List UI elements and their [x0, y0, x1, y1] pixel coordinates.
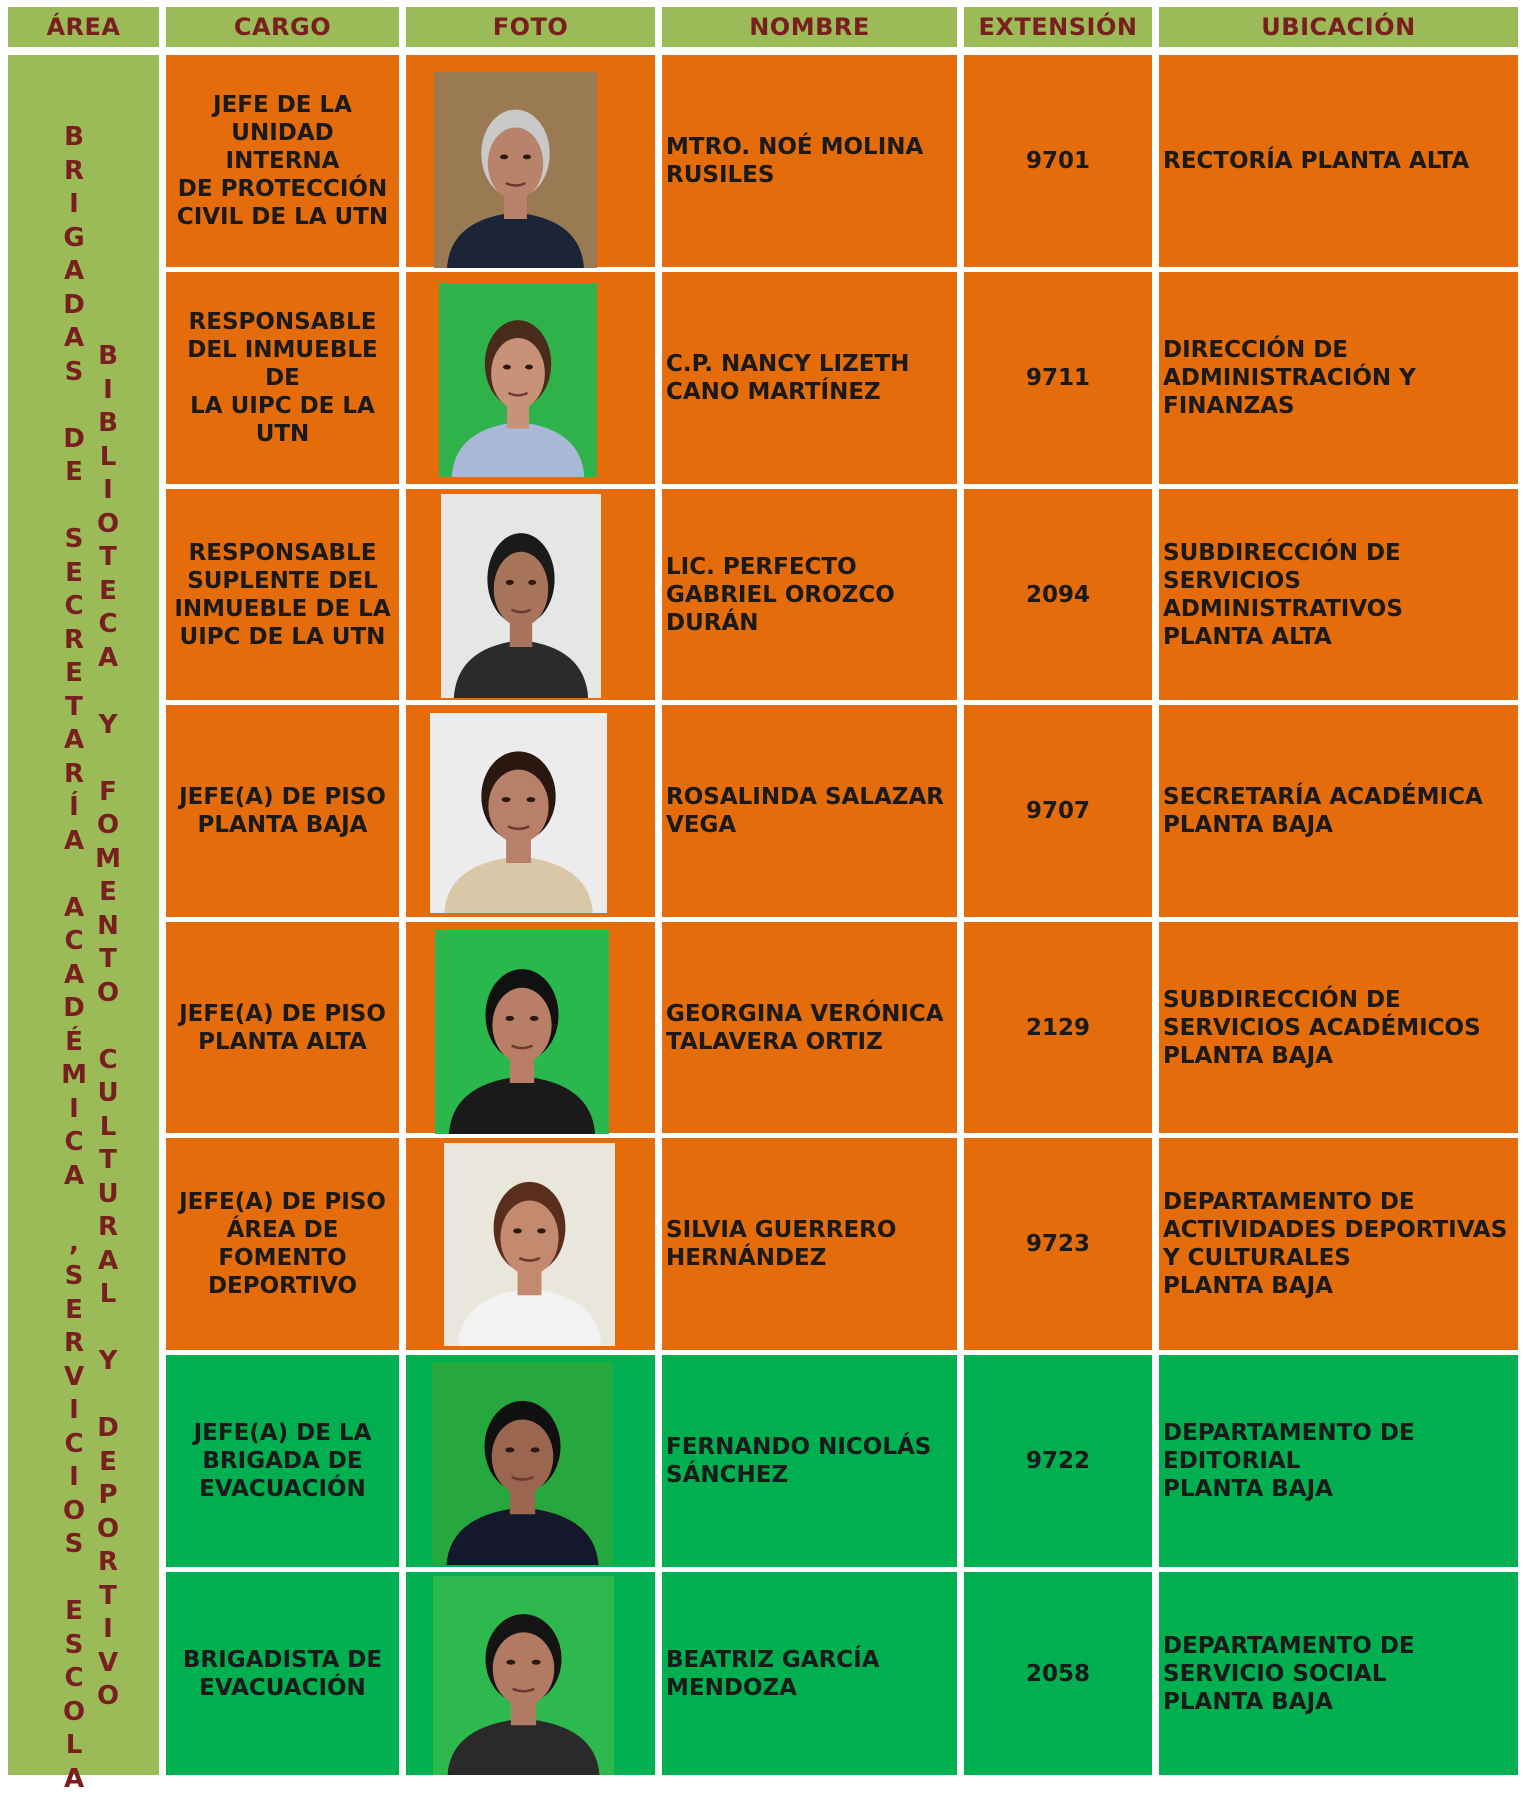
area-label-letter: P — [98, 1479, 117, 1513]
area-label-letter: U — [97, 1178, 118, 1212]
area-label-letter: A — [64, 825, 84, 859]
portrait-photo — [435, 930, 609, 1134]
area-label-letter: C — [98, 608, 117, 642]
area-label-letter: A — [64, 959, 84, 993]
portrait-image — [432, 1362, 613, 1565]
area-label-letter: V — [98, 1647, 118, 1681]
header-nombre: NOMBRE — [662, 7, 957, 47]
extension-cell: 9707 — [964, 705, 1152, 917]
area-label-letter: S — [65, 1260, 84, 1294]
area-label-letter: O — [97, 1513, 119, 1547]
area-label-letter: S — [65, 356, 84, 390]
area-label-letter: A — [64, 255, 84, 289]
area-label-letter: I — [69, 1461, 79, 1495]
area-label-letter: , — [69, 1227, 79, 1261]
nombre-cell: C.P. NANCY LIZETH CANO MARTÍNEZ — [662, 272, 957, 484]
area-label-letter — [103, 1010, 112, 1044]
portrait-image — [430, 713, 607, 913]
area-label-letter: O — [97, 809, 119, 843]
header-ubicacion: UBICACIÓN — [1159, 7, 1518, 47]
ubicacion-cell: DEPARTAMENTO DE EDITORIAL PLANTA BAJA — [1159, 1355, 1518, 1567]
area-label-letter: C — [64, 925, 83, 959]
cargo-cell: JEFE(A) DE PISO PLANTA ALTA — [166, 922, 399, 1133]
extension-cell: 9723 — [964, 1138, 1152, 1350]
area-label-letter: E — [65, 557, 83, 591]
area-label-letter: M — [61, 1059, 87, 1093]
area-label-letter: G — [63, 222, 84, 256]
area-label-letter: Í — [69, 791, 79, 825]
area-label-letter: A — [64, 892, 84, 926]
area-label-letter: O — [63, 1696, 85, 1730]
area-label-letter: Y — [99, 709, 118, 743]
area-label-letter: R — [64, 1327, 84, 1361]
nombre-cell: GEORGINA VERÓNICA TALAVERA ORTIZ — [662, 922, 957, 1133]
extension-cell: 2094 — [964, 489, 1152, 700]
nombre-cell: ROSALINDA SALAZAR VEGA — [662, 705, 957, 917]
area-label-letter: O — [97, 508, 119, 542]
area-label-letter: S — [65, 1629, 84, 1663]
portrait-photo — [430, 713, 607, 913]
ubicacion-cell: RECTORÍA PLANTA ALTA — [1159, 55, 1518, 267]
area-label-column-2 — [94, 340, 122, 1714]
extension-cell: 9711 — [964, 272, 1152, 484]
extension-cell: 9701 — [964, 55, 1152, 267]
ubicacion-cell: DEPARTAMENTO DE SERVICIO SOCIAL PLANTA BAJA — [1159, 1572, 1518, 1775]
area-label-letter: O — [97, 1680, 119, 1714]
area-label-letter: C — [98, 1044, 117, 1078]
area-label-letter: E — [65, 1595, 83, 1629]
portrait-photo — [439, 283, 597, 477]
area-label-letter: I — [103, 474, 113, 508]
area-label-letter: F — [99, 776, 117, 810]
header-cargo: CARGO — [166, 7, 399, 47]
area-label-letter: L — [100, 441, 117, 475]
area-label-letter: B — [64, 121, 84, 155]
ubicacion-cell: DIRECCIÓN DE ADMINISTRACIÓN Y FINANZAS — [1159, 272, 1518, 484]
area-label-letter: R — [64, 624, 84, 658]
area-label-letter — [103, 675, 112, 709]
area-label-letter: U — [97, 1077, 118, 1111]
portrait-photo — [441, 494, 601, 698]
area-label-letter: L — [100, 1278, 117, 1312]
area-label-letter: C — [64, 1428, 83, 1462]
area-label-letter: I — [69, 188, 79, 222]
extension-cell: 2058 — [964, 1572, 1152, 1775]
extension-cell: 2129 — [964, 922, 1152, 1133]
area-label-letter: E — [99, 1446, 117, 1480]
area-label-letter: A — [98, 642, 118, 676]
portrait-photo — [432, 1362, 613, 1565]
area-label-letter: S — [65, 1528, 84, 1562]
area-label-letter: O — [63, 1495, 85, 1529]
area-label-letter: T — [99, 541, 117, 575]
nombre-cell: MTRO. NOÉ MOLINA RUSILES — [662, 55, 957, 267]
area-label-letter — [103, 1312, 112, 1346]
area-label-letter: C — [64, 1662, 83, 1696]
area-label-letter — [69, 1193, 78, 1227]
area-cell — [8, 55, 159, 1775]
header-area: ÁREA — [8, 7, 159, 47]
area-label-letter: T — [99, 1580, 117, 1614]
portrait-image — [434, 72, 597, 268]
cargo-cell: RESPONSABLE DEL INMUEBLE DE LA UIPC DE LA UTN — [166, 272, 399, 484]
ubicacion-cell: DEPARTAMENTO DE ACTIVIDADES DEPORTIVAS Y CULTURALES PLANTA BAJA — [1159, 1138, 1518, 1350]
area-label-letter: S — [65, 523, 84, 557]
header-foto: FOTO — [406, 7, 655, 47]
area-label-letter: R — [98, 1546, 118, 1580]
portrait-photo — [444, 1143, 615, 1346]
area-label-letter: E — [99, 876, 117, 910]
header-extension: EXTENSIÓN — [964, 7, 1152, 47]
area-label-letter: A — [64, 322, 84, 356]
area-label-letter: I — [103, 1613, 113, 1647]
cargo-cell: RESPONSABLE SUPLENTE DEL INMUEBLE DE LA UIPC DE LA UTN — [166, 489, 399, 700]
area-label-letter: R — [64, 155, 84, 189]
area-label-letter: I — [69, 1394, 79, 1428]
cargo-cell: JEFE(A) DE PISO ÁREA DE FOMENTO DEPORTIVO — [166, 1138, 399, 1350]
nombre-cell: LIC. PERFECTO GABRIEL OROZCO DURÁN — [662, 489, 957, 700]
portrait-image — [435, 930, 609, 1134]
area-label-letter: D — [63, 992, 85, 1026]
area-label-letter: E — [99, 575, 117, 609]
area-label-letter: T — [99, 1144, 117, 1178]
area-label-letter: Y — [99, 1345, 118, 1379]
area-label-letter: I — [69, 1093, 79, 1127]
cargo-cell: JEFE(A) DE PISO PLANTA BAJA — [166, 705, 399, 917]
area-label-letter: T — [99, 943, 117, 977]
area-label-letter: A — [64, 1763, 84, 1796]
area-label-letter: N — [97, 910, 119, 944]
area-label-letter: V — [64, 1361, 84, 1395]
portrait-photo — [433, 1576, 614, 1775]
area-label-letter: É — [65, 1026, 83, 1060]
portrait-image — [433, 1576, 614, 1775]
area-label-letter — [103, 742, 112, 776]
area-label-letter: A — [64, 1160, 84, 1194]
area-label-letter: C — [64, 1126, 83, 1160]
area-label-letter: E — [65, 1294, 83, 1328]
area-label-letter — [69, 858, 78, 892]
portrait-image — [439, 283, 597, 477]
area-label-letter: D — [63, 289, 85, 323]
extension-cell: 9722 — [964, 1355, 1152, 1567]
area-label-letter — [69, 389, 78, 423]
cargo-cell: BRIGADISTA DE EVACUACIÓN — [166, 1572, 399, 1775]
area-label-letter: L — [100, 1111, 117, 1145]
area-label-letter: E — [65, 657, 83, 691]
area-label-letter: A — [64, 724, 84, 758]
area-label-letter: D — [97, 1412, 119, 1446]
nombre-cell: FERNANDO NICOLÁS SÁNCHEZ — [662, 1355, 957, 1567]
portrait-photo — [434, 72, 597, 268]
area-label-letter: D — [63, 423, 85, 457]
area-label-letter: B — [98, 340, 118, 374]
area-label-letter: I — [103, 374, 113, 408]
portrait-image — [441, 494, 601, 698]
nombre-cell: SILVIA GUERRERO HERNÁNDEZ — [662, 1138, 957, 1350]
ubicacion-cell: SECRETARÍA ACADÉMICA PLANTA BAJA — [1159, 705, 1518, 917]
area-label-letter: O — [97, 977, 119, 1011]
area-label-letter: T — [65, 691, 83, 725]
cargo-cell: JEFE DE LA UNIDAD INTERNA DE PROTECCIÓN CIVIL DE LA UTN — [166, 55, 399, 267]
area-label-letter: A — [98, 1245, 118, 1279]
area-label-letter: C — [64, 590, 83, 624]
area-label-letter: M — [95, 843, 121, 877]
cargo-cell: JEFE(A) DE LA BRIGADA DE EVACUACIÓN — [166, 1355, 399, 1567]
area-label-letter: R — [98, 1211, 118, 1245]
area-label-letter — [69, 490, 78, 524]
area-label-letter: L — [66, 1729, 83, 1763]
area-label-letter — [103, 1379, 112, 1413]
area-label-letter: E — [65, 456, 83, 490]
area-label-column-1 — [60, 121, 88, 1796]
ubicacion-cell: SUBDIRECCIÓN DE SERVICIOS ADMINISTRATIVOS PLANTA ALTA — [1159, 489, 1518, 700]
portrait-image — [444, 1143, 615, 1346]
area-label-letter: B — [98, 407, 118, 441]
ubicacion-cell: SUBDIRECCIÓN DE SERVICIOS ACADÉMICOS PLANTA BAJA — [1159, 922, 1518, 1133]
area-label-letter — [69, 1562, 78, 1596]
nombre-cell: BEATRIZ GARCÍA MENDOZA — [662, 1572, 957, 1775]
area-label-letter: R — [64, 758, 84, 792]
